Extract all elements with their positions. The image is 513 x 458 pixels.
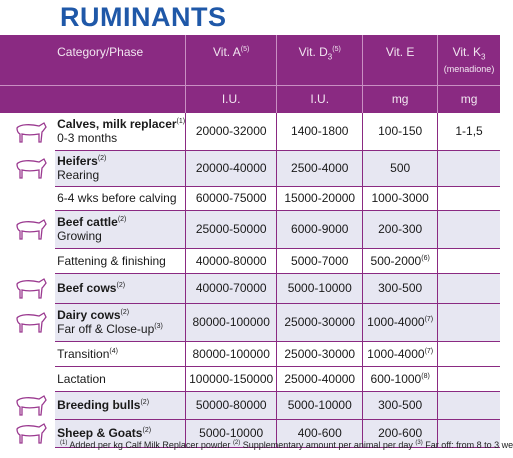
header-row [0,35,500,85]
value-cell: 500-2000$^{(6)}$ [363,248,438,273]
unit-cell: I.U. [277,85,363,113]
value-cell: 40000-70000 [186,273,277,303]
value-cell: 300-500 [363,273,438,303]
value-cell [438,341,500,366]
category-cell: Heifers$^{(2)}$ Rearing [55,150,185,186]
value-cell [438,186,500,210]
value-cell [438,366,500,391]
table-row [0,186,500,210]
value-cell: 80000-100000 [186,303,277,341]
value-cell [438,150,500,186]
value-cell: 80000-100000 [186,341,277,366]
value-cell: 60000-75000 [186,186,277,210]
table-row [0,273,500,303]
page-title: RUMINANTS [60,2,227,32]
value-cell: 5000-10000 [277,391,363,419]
beef-cattle-icon [13,215,49,243]
category-sub: Lactation [57,371,106,386]
category-main: Beef cows [57,281,117,295]
category-main: Dairy cows [57,308,121,322]
value-cell: 25000-30000 [277,341,363,366]
unit-cell: I.U. [186,85,277,113]
value-cell: 5000-10000 [277,273,363,303]
vit-a-header: Vit. $A^{(5)}$ [186,35,277,85]
category-cell [55,248,185,273]
category-cell: Dairy cows$^{(2)}$ Far off & Close-$up^{(3)}$ [55,303,185,341]
value-cell [438,210,500,248]
vit-e-header: Vit. E [363,35,438,85]
table-row [0,150,500,186]
category-main: Calves, milk replacer [57,117,177,132]
value-cell: 25000-30000 [277,303,363,341]
category-sub: Far off & Close-$up^{(3)}$ [57,322,163,336]
bull-icon [13,391,49,419]
category-sub: 0-3 months [57,131,118,146]
value-cell: 400-600 [277,419,363,447]
category-cell: Beef cattle$^{(2)}$ Growing [55,210,185,248]
table-row [0,341,500,366]
category-sub: Rearing [57,168,100,182]
value-cell: 200-300 [363,210,438,248]
value-cell: 600-1000$^{(8)}$ [363,366,438,391]
dairy-cow-icon [13,308,49,336]
value-cell: 5000-10000 [186,419,277,447]
category-main: Heifers [57,154,98,168]
value-cell: 20000-40000 [186,150,277,186]
category-cell: Calves, milk replacer$^{(1)}$ 0-3 months [55,113,185,150]
value-cell: 1000-3000 [363,186,438,210]
table-row [0,366,500,391]
value-cell: 40000-80000 [186,248,277,273]
heifer-icon [13,154,49,182]
table-row [0,113,500,150]
category-main: Beef cattle [57,215,118,229]
value-cell: 25000-50000 [186,210,277,248]
table-row [0,391,500,419]
category-cell: Beef cows$^{(2)}$ [55,273,185,303]
value-cell: 50000-80000 [186,391,277,419]
value-cell: 1000-4000$^{(7)}$ [363,341,438,366]
value-cell: 1400-1800 [277,113,363,150]
beef-cow-icon [13,274,49,302]
category-sub: 6-4 wks before calving [57,191,177,205]
value-cell: 25000-40000 [277,366,363,391]
table-row [0,248,500,273]
value-cell: 2500-4000 [277,150,363,186]
value-cell: 100-150 [363,113,438,150]
category-cell [55,366,185,391]
calf-icon [13,118,49,146]
category-main: Breeding bulls [57,398,141,412]
value-cell: 100000-150000 [186,366,277,391]
category-main: Sheep & Goats [57,426,143,440]
category-header: Category/Phase [55,35,185,85]
value-cell: 500 [363,150,438,186]
value-cell [438,248,500,273]
category-sub: Fattening & finishing [57,253,166,268]
value-cell: 200-600 [363,419,438,447]
category-cell: Breeding bulls$^{(2)}$ [55,391,185,419]
category-cell [55,186,185,210]
value-cell: 1000-4000$^{(7)}$ [363,303,438,341]
category-cell: Sheep & Goats$^{(2)}$ [55,419,185,447]
value-cell [438,303,500,341]
vit-d3-header: Vit. $D_3^{(5)}$ [277,35,363,85]
vitamin-table [0,35,500,448]
category-sub: Transition$^{(4)}$ [57,346,118,361]
footnote: $^{(1)}$ Added per kg Calf Milk Replacer powder $^{(2)}$ Supplementary amount per animal per day $^{(3)}$ Far off: from 8 to 3 we [60,440,513,450]
category-sub: Growing [57,229,102,243]
sheep-goat-icon [13,419,49,447]
vit-k3-header: Vit. $K_3$ (menadione) [438,35,500,85]
value-cell: 15000-20000 [277,186,363,210]
value-cell: 20000-32000 [186,113,277,150]
table-row [0,210,500,248]
value-cell: 6000-9000 [277,210,363,248]
table-row [0,303,500,341]
value-cell: 300-500 [363,391,438,419]
unit-cell: mg [438,85,500,113]
category-cell [55,341,185,366]
value-cell [438,391,500,419]
units-row [0,85,500,113]
value-cell [438,273,500,303]
unit-cell: mg [363,85,438,113]
value-cell: 1-1,5 [438,113,500,150]
value-cell: 5000-7000 [277,248,363,273]
